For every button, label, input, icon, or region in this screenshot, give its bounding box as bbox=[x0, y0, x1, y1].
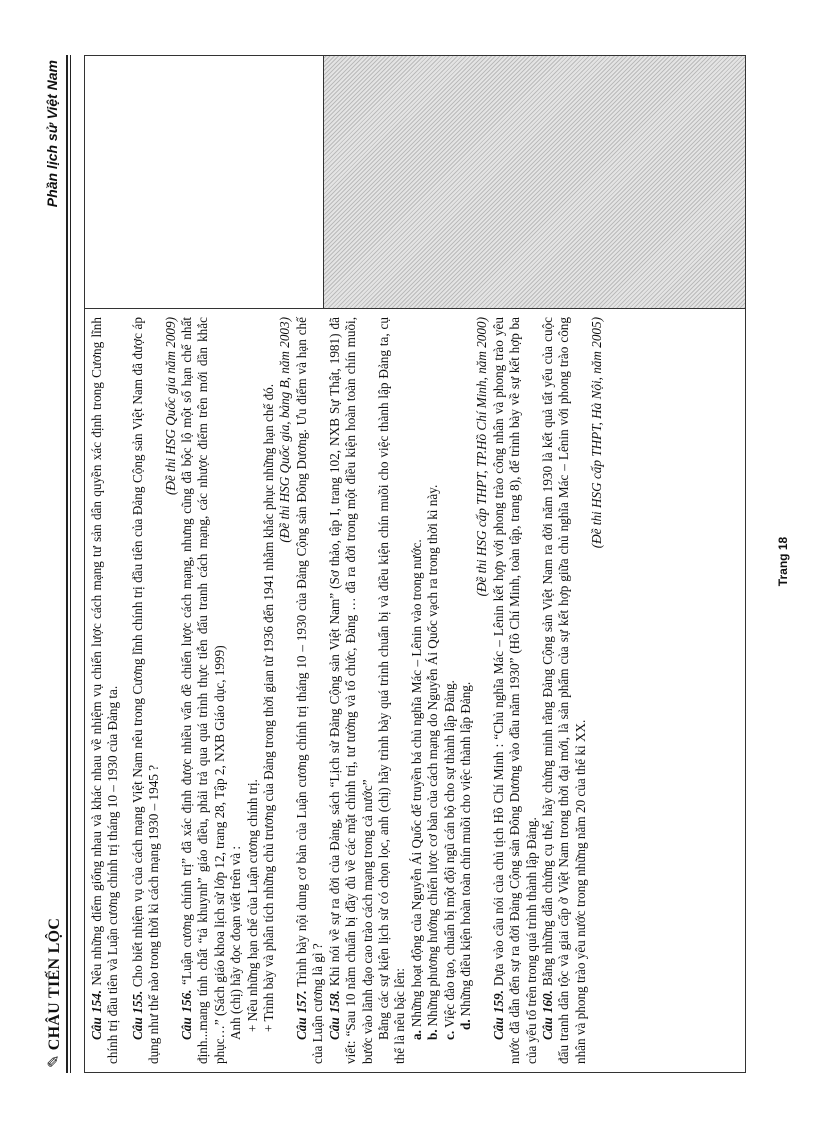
content-table bbox=[84, 55, 746, 1073]
item-key: a. bbox=[408, 1030, 424, 1040]
notes-blank-cell bbox=[85, 56, 324, 308]
header-author bbox=[44, 918, 64, 1068]
question-158 bbox=[327, 317, 376, 1064]
author-name: CHÂU TIẾN LỘC bbox=[46, 917, 63, 1051]
question-text: Nêu những điểm giống nhau và khác nhau về nhiệm vụ chiến lược cách mạng tư sản dân quyền xác định trong Cương lĩnh chính trị đầu tiên và Luận cương chính trị tháng 10 – 1930 của Đảng ta. bbox=[89, 317, 121, 1064]
question-number: Câu 154. bbox=[89, 989, 104, 1040]
item-key: d. bbox=[457, 1019, 473, 1030]
question-source: (Đề thi HSG cấp THPT, TP.Hồ Chí Minh, năm 2000) bbox=[474, 317, 490, 597]
sub-point: + Trình bày và phân tích những chủ trương của Đảng trong thời gian từ 1936 đến 1941 nhằm khắc phục những hạn chế đó. bbox=[261, 383, 277, 1032]
header-section: Phần lịch sử Việt Nam bbox=[44, 60, 60, 208]
question-number: Câu 156. bbox=[179, 989, 195, 1040]
question-157 bbox=[294, 317, 327, 1064]
question-text: Bằng những dẫn chứng cụ thể, hãy chứng minh rằng Đảng Cộng sản Việt Nam ra đời năm 1930 là kết quả tất yếu của cuộc đấu tranh dân tộc và giai cấp ở Việt Nam trong thời đại mới, là sản phẩm của sự kết hợp giữa chủ nghĩa Mác – Lênin với phong trào công nhân và phong trào yêu nước trong những năm 20 của thế kỉ XX. bbox=[539, 317, 588, 1064]
item-text: Những phương hướng chiến lược cơ bản của cách mạng do Nguyễn Ái Quốc vạch ra trong thời kì này. bbox=[425, 484, 441, 1027]
item-key: c. bbox=[441, 1030, 457, 1040]
sub-point: + Nêu những hạn chế của Luận cương chính trị. bbox=[244, 779, 260, 1032]
question-text: “Luận cương chính trị” đã xác định được nhiều vấn đề chiến lược cách mạng, nhưng cũng đã bộc lộ một số hạn chế nhất định...mang tính chất “tả khuynh” giáo điều, phải trả qua quá trình thực tiễn đấu tranh cách mạng, các nhược điểm trên mới dần khắc phục…” (Sách giáo khoa lịch sử lớp 12, trang 28, Tập 2, NXB Giáo dục, 1999) bbox=[179, 317, 227, 1064]
question-text: Cho biết nhiệm vụ của cách mạng Việt Nam nêu trong Cương lĩnh chính trị đầu tiên của Đảng Cộng sản Việt Nam đã được áp dụng như thế nào trong thời kì cách mạng 1930 – 1945 ? bbox=[129, 317, 162, 1064]
question-155 bbox=[130, 317, 163, 1064]
question-number: Câu 155. bbox=[129, 990, 145, 1040]
question-160 bbox=[540, 317, 589, 1064]
question-number: Câu 159. bbox=[490, 990, 506, 1040]
item-key: b. bbox=[425, 1029, 441, 1040]
question-intro: Bằng các sự kiện lịch sử có chọn lọc, anh (chị) hãy trình bày quá trình chuẩn bị và điều kiện chín muồi cho việc thành lập Đảng ta, cụ thể là nêu bậc lên: bbox=[375, 317, 408, 1064]
item-text: Những điều kiện hoàn toàn chín muồi cho việc thành lập Đảng. bbox=[457, 681, 473, 1017]
question-source: (Đề thi HSG Quốc gia, bảng B, năm 2003) bbox=[277, 317, 293, 543]
question-source: (Đề thi HSG Quốc gia năm 2009) bbox=[162, 317, 178, 496]
questions-column bbox=[84, 309, 746, 1073]
notes-column bbox=[84, 55, 746, 309]
question-number: Câu 157. bbox=[293, 990, 309, 1040]
list-item bbox=[425, 317, 441, 1064]
question-text: Khi nói về sự ra đời của Đảng, sách “Lịch sử Đảng Cộng sản Việt Nam” (Sơ thảo, tập I, trang 102, NXB Sự Thật, 1981) đã viết: “Sau 10 năm chuẩn bị đầy đủ về các mặt chính trị, tư tưởng và tổ chức, Đảng … đã ra đời trong một điều kiện hoàn toàn chín muồi, bước vào lãnh đạo cao trào cách mạng trong cả nước” bbox=[326, 317, 375, 1064]
question-154 bbox=[89, 317, 122, 1064]
question-source: (Đề thi HSG cấp THPT, Hà Nội, năm 2005) bbox=[589, 317, 605, 549]
item-text: Việc đào tạo, chuẩn bị một đội ngũ cán bộ cho sự thành lập Đảng. bbox=[441, 680, 457, 1028]
pen-icon: ✎ bbox=[46, 1054, 63, 1068]
notes-hatched-cell bbox=[324, 56, 745, 308]
question-number: Câu 160. bbox=[539, 990, 555, 1040]
header-rule bbox=[66, 55, 68, 1073]
question-159 bbox=[491, 317, 540, 1064]
spacer bbox=[122, 317, 130, 1064]
question-number: Câu 158. bbox=[326, 990, 342, 1040]
list-item bbox=[442, 317, 458, 1064]
list-item bbox=[409, 317, 425, 1064]
question-prompt: Anh (chị) hãy đọc đoạn viết trên và : bbox=[228, 845, 244, 1040]
question-156 bbox=[179, 317, 228, 1064]
header-rule-thin bbox=[70, 55, 71, 1073]
page-number: Trang 18 bbox=[776, 536, 790, 587]
question-text: Trình bày nội dung cơ bản của Luận cương chính trị tháng 10 – 1930 của Đảng Cộng sản Đông Dương. Ưu điểm và hạn chế của Luận cương là gì ? bbox=[293, 317, 326, 1064]
item-text: Những hoạt động của Nguyễn Ái Quốc để truyền bá chủ nghĩa Mác – Lênin vào trong nước. bbox=[408, 539, 424, 1028]
question-text: Dựa vào câu nói của chủ tịch Hồ Chí Minh : “Chủ nghĩa Mác – Lênin kết hợp với phong trào công nhân và phong trào yêu nước đã dẫn đến sự ra đời Đảng Cộng sản Đông Dương vào đầu năm 1930” (Hồ Chí Minh, toàn tập, trang 8), để trình bày về sự kết hợp ba của yếu tố trên trong quá trình thành lập Đảng. bbox=[490, 317, 539, 1064]
list-item bbox=[458, 317, 474, 1064]
